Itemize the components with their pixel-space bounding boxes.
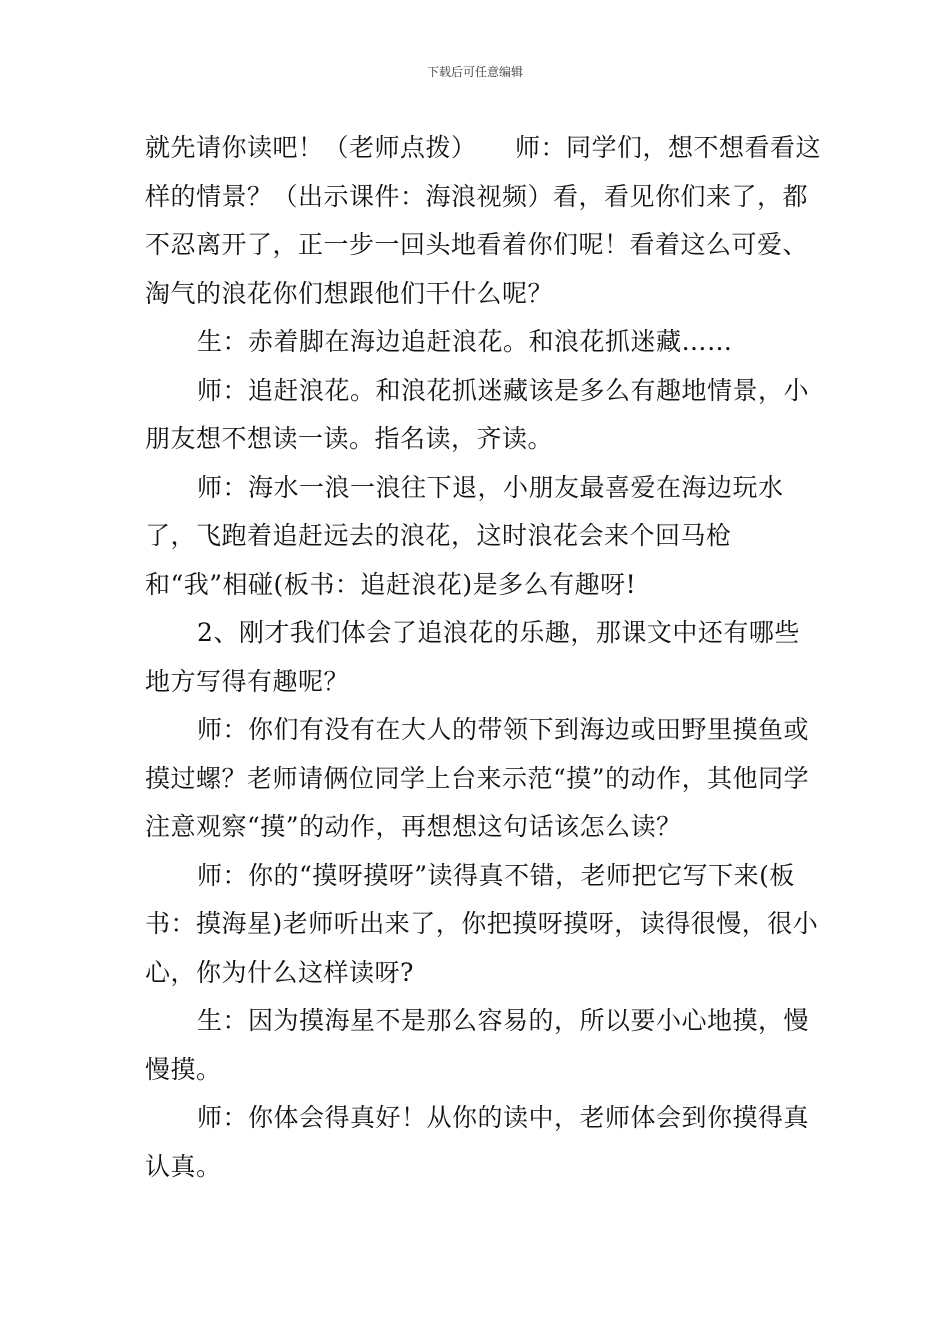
document-body (145, 124, 825, 1191)
paragraph-9: 师：你体会得真好！从你的读中，老师体会到你摸得真认真。 (145, 1103, 810, 1181)
paragraph-1: 就先请你读吧！（老师点拨） 师：同学们，想不想看看这样的情景？（出示课件：海浪视频）看，看见你们来了，都不忍离开了，正一步一回头地看着你们呢！看着这么可爱、淘气的浪花你们想跟他们干什么呢？ (145, 133, 822, 308)
paragraph-6: 师：你们有没有在大人的带领下到海边或田野里摸鱼或摸过螺？老师请俩位同学上台来示范“摸”的动作，其他同学注意观察“摸”的动作，再想想这句话该怎么读？ (145, 715, 810, 841)
paragraph-4: 师：海水一浪一浪往下退，小朋友最喜爱在海边玩水了，飞跑着追赶远去的浪花，这时浪花会来个回马枪和“我”相碰(板书：追赶浪花)是多么有趣呀! (145, 472, 784, 599)
page-header: 下载后可任意编辑 (426, 65, 523, 79)
paragraph-2: 生：赤着脚在海边追赶浪花。和浪花抓迷藏…… (197, 327, 733, 356)
paragraph-3: 师：追赶浪花。和浪花抓迷藏该是多么有趣地情景，小朋友想不想读一读。指名读，齐读。 (145, 375, 810, 453)
paragraph-7: 师：你的“摸呀摸呀”读得真不错，老师把它写下来(板书：摸海星)老师听出来了，你把摸呀摸呀，读得很慢，很小心，你为什么这样读呀? (145, 860, 819, 987)
paragraph-5: 2、刚才我们体会了追浪花的乐趣，那课文中还有哪些地方写得有趣呢？ (145, 618, 800, 696)
paragraph-8: 生：因为摸海星不是那么容易的，所以要小心地摸，慢慢摸。 (145, 1006, 810, 1084)
